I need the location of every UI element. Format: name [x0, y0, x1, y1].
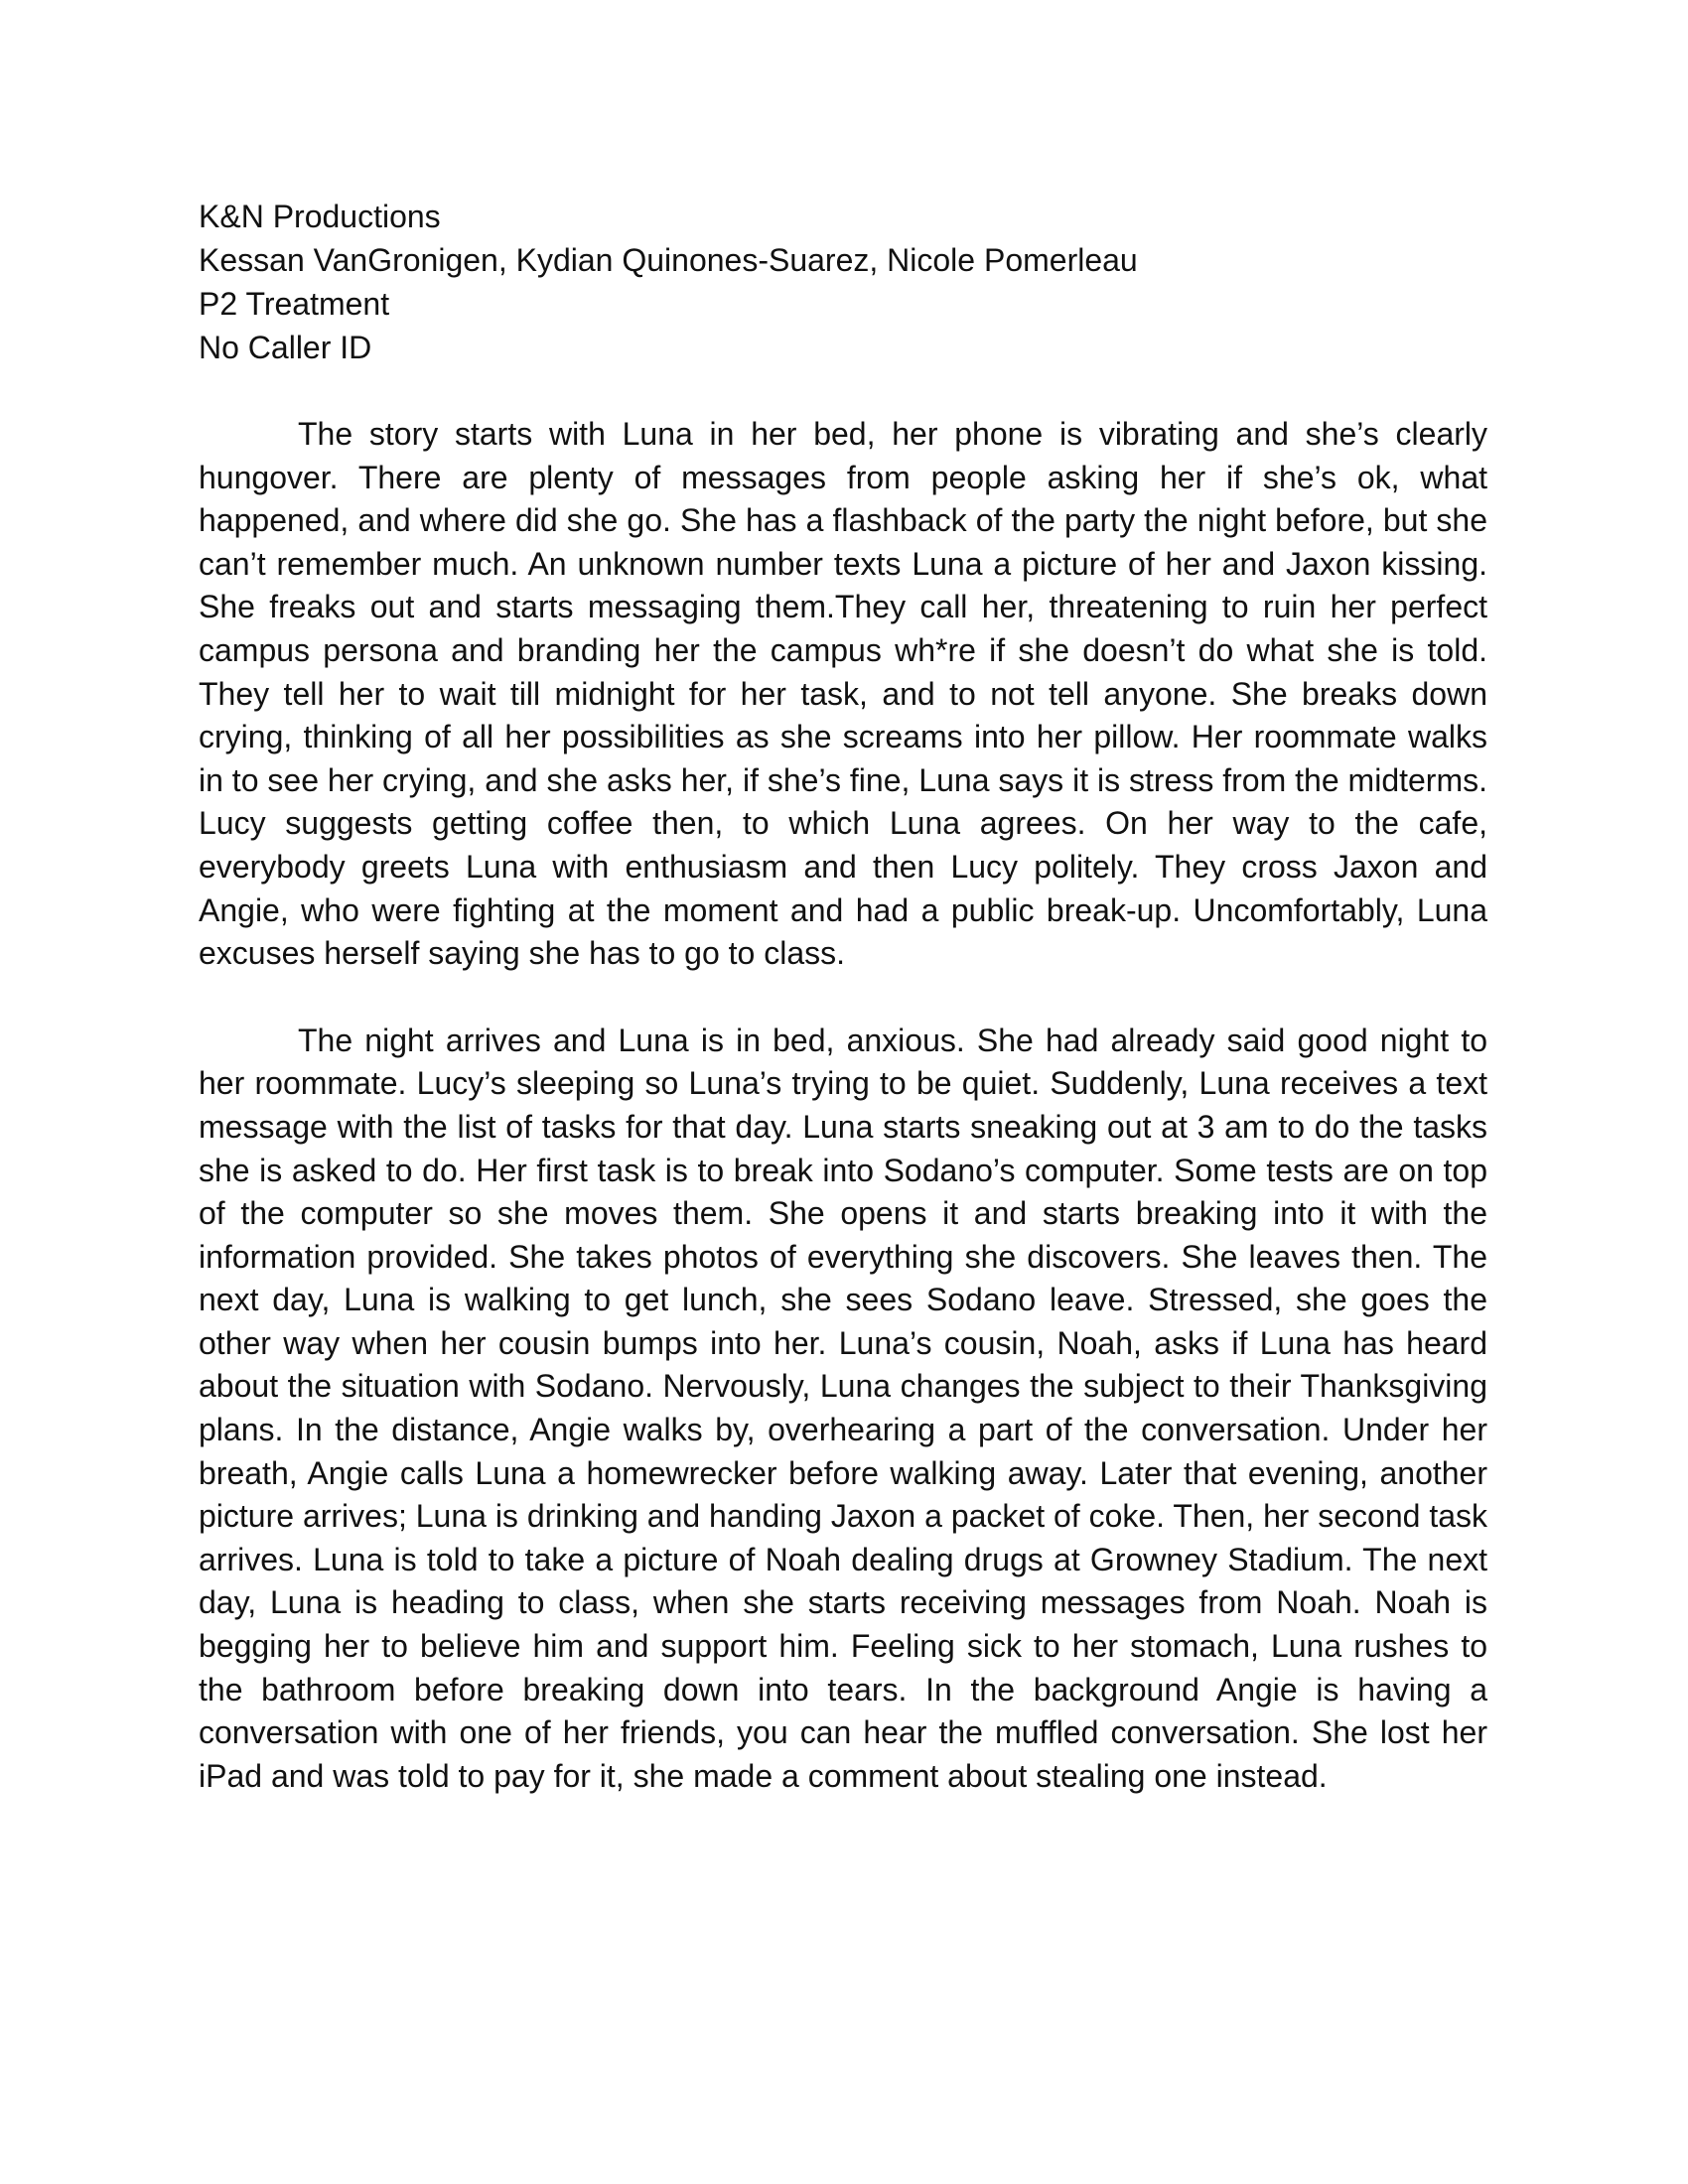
author-names: Kessan VanGronigen, Kydian Quinones-Suarez, Nicole Pomerleau [199, 242, 1138, 278]
document-header [199, 195, 1487, 369]
assignment-label: P2 Treatment [199, 286, 390, 322]
document-title: No Caller ID [199, 330, 372, 365]
document-page [199, 195, 1487, 1842]
body-paragraph-1: The story starts with Luna in her bed, her phone is vibrating and she’s clearly hungover. There are plenty of messages from people asking her if she’s ok, what happened, and where did she go. She has a flashback of the party the night before, but she can’t remember much. An unknown number texts Luna a picture of her and Jaxon kissing. She freaks out and starts messaging them.They call her, threatening to ruin her perfect campus persona and branding her the campus wh*re if she doesn’t do what she is told. They tell her to wait till midnight for her task, and to not tell anyone. She breaks down crying, thinking of all her possibilities as she screams into her pillow. Her roommate walks in to see her crying, and she asks her, if she’s fine, Luna says it is stress from the midterms. Lucy suggests getting coffee then, to which Luna agrees. On her way to the cafe, everybody greets Luna with enthusiasm and then Lucy politely. They cross Jaxon and Angie, who were fighting at the moment and had a public break-up. Uncomfortably, Luna excuses herself saying she has to go to class. [199, 416, 1487, 972]
body-paragraph-2: The night arrives and Luna is in bed, anxious. She had already said good night to her roommate. Lucy’s sleeping so Luna’s trying to be quiet. Suddenly, Luna receives a text message with the list of tasks for that day. Luna starts sneaking out at 3 am to do the tasks she is asked to do. Her first task is to break into Sodano’s computer. Some tests are on top of the computer so she moves them. She opens it and starts breaking into it with the information provided. She takes photos of everything she discovers. She leaves then. The next day, Luna is walking to get lunch, she sees Sodano leave. Stressed, she goes the other way when her cousin bumps into her. Luna’s cousin, Noah, asks if Luna has heard about the situation with Sodano. Nervously, Luna changes the subject to their Thanksgiving plans. In the distance, Angie walks by, overhearing a part of the conversation. Under her breath, Angie calls Luna a homewrecker before walking away. Later that evening, another picture arrives; Luna is drinking and handing Jaxon a packet of coke. Then, her second task arrives. Luna is told to take a picture of Noah dealing drugs at Growney Stadium. The next day, Luna is heading to class, when she starts receiving messages from Noah. Noah is begging her to believe him and support him. Feeling sick to her stomach, Luna rushes to the bathroom before breaking down into tears. In the background Angie is having a conversation with one of her friends, you can hear the muffled conversation. She lost her iPad and was told to pay for it, she made a comment about stealing one instead. [199, 1022, 1487, 1794]
company-name: K&N Productions [199, 199, 441, 234]
document-body [199, 413, 1487, 1798]
